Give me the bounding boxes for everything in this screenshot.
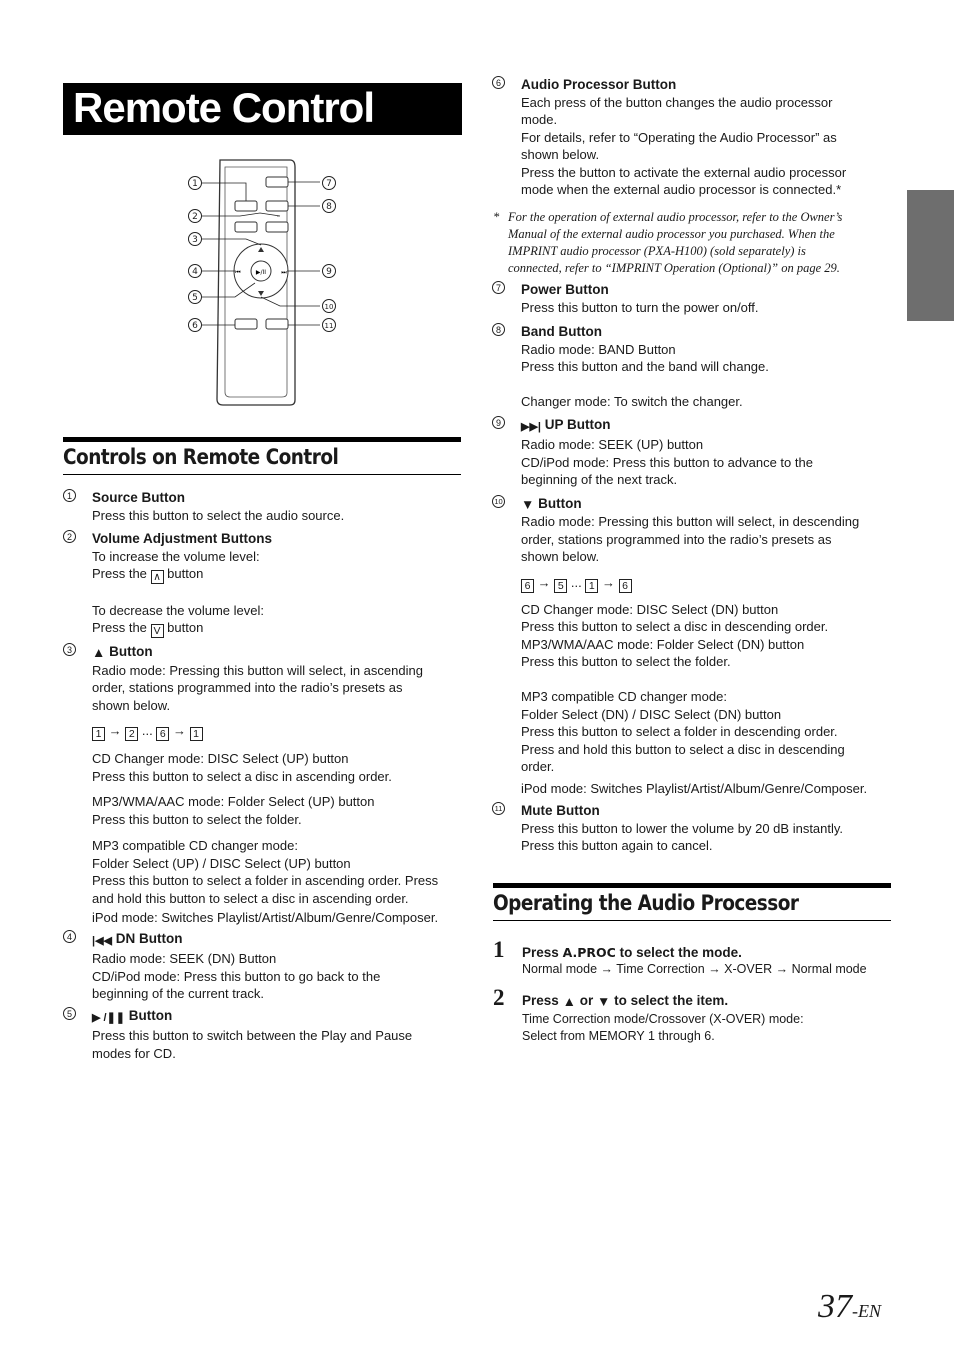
side-tab — [907, 190, 954, 321]
footnote: * For the operation of external audio processor, refer to the Owner’s Manual of the external audio processor you purchased. When the IMPRINT audio processor (PXA-H100) (sold separately) is connected, refer to “IMPRINT Operation (Optional)” on page 29. — [493, 210, 843, 275]
svg-text:⏭: ⏭ — [281, 269, 287, 276]
item-4: 4 |◀◀ DN Button Radio mode: SEEK (DN) Button CD/iPod mode: Press this button to go back to the beginning of the current track. — [92, 930, 467, 1003]
callout-4: 4 — [192, 267, 198, 277]
callout-11: 11 — [324, 322, 334, 330]
callout-1: 1 — [192, 179, 198, 189]
right-column — [495, 76, 901, 199]
triangle-down-icon: ▼ — [596, 994, 611, 1009]
triangle-down-icon: ▼ — [521, 496, 535, 512]
item-9: 9 ▶▶| UP Button Radio mode: SEEK (UP) button CD/iPod mode: Press this button to advance to the beginning of the next track. — [521, 416, 901, 489]
preset-sequence-up: 1 → 2 ... 6 → 1 — [92, 722, 467, 741]
skip-forward-icon: ▶▶| — [521, 420, 541, 433]
callout-9: 9 — [326, 267, 332, 277]
callout-7: 7 — [326, 179, 332, 189]
svg-text:⏮: ⏮ — [235, 269, 241, 276]
triangle-up-icon: ▲ — [562, 994, 576, 1009]
section-heading-controls: Controls on Remote Control — [63, 437, 461, 475]
item-2: 2 Volume Adjustment Buttons To increase the volume level: Press the ∧ button To decrease the volume level: Press the V button — [92, 530, 467, 638]
item-6: 6 Audio Processor Button Each press of the button changes the audio processor mode. For details, refer to “Operating the Audio Processor” as shown below. Press the button to activate the external audio processor mode when the external audio processor is connected.* — [521, 76, 901, 199]
volume-up-icon: ∧ — [151, 570, 164, 584]
preset-sequence-down: 6 → 5 ... 1 → 6 — [521, 574, 901, 593]
skip-back-icon: |◀◀ — [92, 934, 112, 947]
step-1: 1 Press A.PROC to select the mode. Normal mode → Time Correction → X-OVER → Normal mode — [493, 937, 867, 976]
page-title-bar — [63, 83, 462, 135]
item-5: 5 ▶ /❚❚ Button Press this button to switch between the Play and Pause modes for CD. — [92, 1007, 467, 1063]
right-column-lower — [494, 281, 901, 855]
callout-6: 6 — [192, 321, 198, 331]
item-11: 11 Mute Button Press this button to lower the volume by 20 dB instantly. Press this button again to cancel. — [521, 802, 901, 855]
callout-3: 3 — [192, 235, 198, 245]
svg-text:▶/II: ▶/II — [255, 269, 267, 276]
item-1: 1 Source Button Press this button to select the audio source. — [92, 489, 467, 524]
item-3: 3 ▲ Button Radio mode: Pressing this button will select, in ascending order, stations programmed into the radio’s presets as shown below. 1 → 2 ... 6 → 1 CD Changer mode: DISC Select (UP) button Press this button to select a disc in ascending order. MP3/WMA/AAC mode: Folder Select (UP) button Press this button to select the folder. MP3 compatible CD changer mode: Folder Select (UP) / DISC Select (UP) button Press this button to select a folder in ascending order. Press and hold this button to select a disc in ascending order. iPod mode: Switches Playlist/Artist/Album/Genre/Composer. — [92, 643, 467, 927]
volume-down-icon: V — [151, 624, 164, 638]
item-8: 8 Band Button Radio mode: BAND Button Press this button and the band will change. Changer mode: To switch the changer. — [521, 323, 901, 411]
remote-control-illustration — [180, 155, 340, 410]
callout-5: 5 — [192, 293, 198, 303]
callout-10: 10 — [324, 303, 334, 311]
steps: 1 Press A.PROC to select the mode. Normal mode → Time Correction → X-OVER → Normal mode 2 Press ▲ or ▼ to select the item. Time Correction mode/Crossover (X-OVER) mode: Select from MEMORY 1 through 6. — [493, 935, 893, 985]
callout-8: 8 — [326, 202, 332, 212]
item-7: 7 Power Button Press this button to turn the power on/off. — [521, 281, 901, 316]
page-title: Remote Control — [73, 84, 374, 131]
section-heading-audio-processor: Operating the Audio Processor — [493, 883, 891, 921]
aproc-key-label: A.PROC — [562, 945, 616, 960]
item-10: 10 ▼ Button Radio mode: Pressing this button will select, in descending order, stations programmed into the radio’s presets as shown below. 6 → 5 ... 1 → 6 CD Changer mode: DISC Select (DN) button Press this button to select a disc in descending order. MP3/WMA/AAC mode: Folder Select (DN) button Press this button to select the folder. MP3 compatible CD changer mode: Folder Select (DN) / DISC Select (DN) button Press this button to select a folder in descending order. Press and hold this button to select a disc in descending order. iPod mode: Switches Playlist/Artist/Album/Genre/Composer. — [521, 495, 901, 798]
play-pause-icon: ▶ /❚❚ — [92, 1011, 126, 1024]
left-column — [66, 489, 467, 1062]
callout-2: 2 — [192, 212, 198, 222]
page-number: 37-EN — [818, 1288, 881, 1325]
triangle-up-icon: ▲ — [92, 645, 106, 660]
